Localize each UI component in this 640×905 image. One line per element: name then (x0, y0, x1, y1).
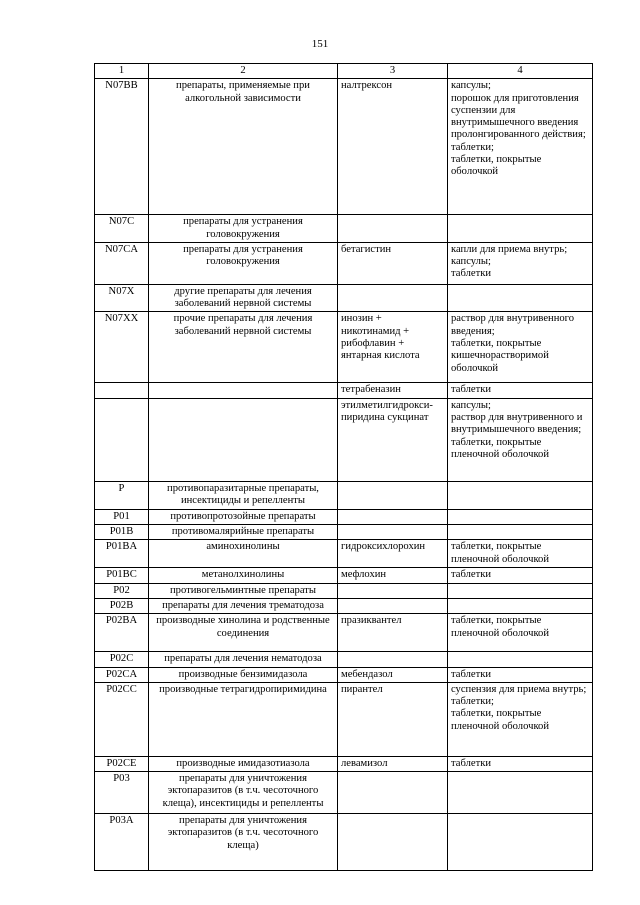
dosage-form-cell: суспензия для приема внутрь; таблетки; таблетки, покрытые пленочной оболочкой (448, 682, 593, 756)
drug-name-cell (338, 652, 448, 667)
drug-name-cell (338, 284, 448, 312)
group-name-cell (149, 383, 338, 398)
atc-code-cell: N07X (95, 284, 149, 312)
atc-code-cell (95, 398, 149, 481)
dosage-form-cell (448, 509, 593, 524)
atc-code-cell: P01 (95, 509, 149, 524)
drug-name-cell (338, 525, 448, 540)
drug-name-cell: бетагистин (338, 242, 448, 284)
group-name-cell: метанолхинолины (149, 568, 338, 583)
table-row (95, 79, 593, 215)
dosage-form-cell (448, 284, 593, 312)
atc-code-cell: P02CE (95, 756, 149, 771)
atc-code-cell: P03A (95, 814, 149, 871)
atc-code-cell: P03 (95, 772, 149, 814)
dosage-form-cell: капсулы; раствор для внутривенного и внутримышечного введения; таблетки, покрытые пленочной оболочкой (448, 398, 593, 481)
drug-name-cell: мебендазол (338, 667, 448, 682)
table-row (95, 667, 593, 682)
atc-code-cell: P02B (95, 598, 149, 613)
atc-code-cell: P02BA (95, 614, 149, 652)
group-name-cell: противогельминтные препараты (149, 583, 338, 598)
atc-code-cell: P02C (95, 652, 149, 667)
table-row (95, 598, 593, 613)
column-header-1: 1 (95, 64, 149, 79)
table-header-row (95, 64, 593, 79)
table-row (95, 682, 593, 756)
drug-name-cell: празиквантел (338, 614, 448, 652)
atc-code-cell: N07CA (95, 242, 149, 284)
drug-name-cell (338, 598, 448, 613)
atc-code-cell (95, 383, 149, 398)
drug-classification-table (94, 63, 593, 871)
group-name-cell: аминохинолины (149, 540, 338, 568)
group-name-cell: производные бензимидазола (149, 667, 338, 682)
dosage-form-cell (448, 772, 593, 814)
group-name-cell: препараты для лечения трематодоза (149, 598, 338, 613)
drug-name-cell: левамизол (338, 756, 448, 771)
drug-name-cell: мефлохин (338, 568, 448, 583)
group-name-cell: противомалярийные препараты (149, 525, 338, 540)
drug-name-cell (338, 215, 448, 243)
dosage-form-cell: таблетки, покрытые пленочной оболочкой (448, 614, 593, 652)
group-name-cell: препараты для лечения нематодоза (149, 652, 338, 667)
table-row (95, 481, 593, 509)
table-row (95, 525, 593, 540)
dosage-form-cell: таблетки (448, 756, 593, 771)
group-name-cell: препараты для уничтожения эктопаразитов (в т.ч. чесоточного клеща) (149, 814, 338, 871)
group-name-cell: противопротозойные препараты (149, 509, 338, 524)
dosage-form-cell: таблетки (448, 568, 593, 583)
table-row (95, 215, 593, 243)
dosage-form-cell (448, 481, 593, 509)
atc-code-cell: P (95, 481, 149, 509)
drug-name-cell (338, 814, 448, 871)
group-name-cell: препараты для устранения головокружения (149, 242, 338, 284)
table-row (95, 284, 593, 312)
group-name-cell: противопаразитарные препараты, инсектициды и репелленты (149, 481, 338, 509)
drug-name-cell (338, 481, 448, 509)
drug-name-cell: этилметилгидрокси- пиридина сукцинат (338, 398, 448, 481)
table-row (95, 540, 593, 568)
atc-code-cell: N07C (95, 215, 149, 243)
table-row (95, 568, 593, 583)
table-row (95, 772, 593, 814)
table-row (95, 398, 593, 481)
table-row (95, 814, 593, 871)
group-name-cell: производные тетрагидропиримидина (149, 682, 338, 756)
drug-name-cell (338, 772, 448, 814)
group-name-cell: препараты, применяемые при алкогольной зависимости (149, 79, 338, 215)
atc-code-cell: P02CA (95, 667, 149, 682)
table-row (95, 756, 593, 771)
dosage-form-cell: капли для приема внутрь; капсулы; таблетки (448, 242, 593, 284)
group-name-cell (149, 398, 338, 481)
dosage-form-cell: таблетки, покрытые пленочной оболочкой (448, 540, 593, 568)
drug-name-cell (338, 509, 448, 524)
group-name-cell: препараты для уничтожения эктопаразитов (в т.ч. чесоточного клеща), инсектициды и репелленты (149, 772, 338, 814)
drug-name-cell: гидроксихлорохин (338, 540, 448, 568)
drug-name-cell (338, 583, 448, 598)
dosage-form-cell: таблетки (448, 383, 593, 398)
atc-code-cell: N07XX (95, 312, 149, 383)
dosage-form-cell: раствор для внутривенного введения; таблетки, покрытые кишечнорастворимой оболочкой (448, 312, 593, 383)
atc-code-cell: N07BB (95, 79, 149, 215)
table-row (95, 652, 593, 667)
group-name-cell: препараты для устранения головокружения (149, 215, 338, 243)
table-row (95, 614, 593, 652)
table-row (95, 583, 593, 598)
column-header-3: 3 (338, 64, 448, 79)
drug-name-cell: пирантел (338, 682, 448, 756)
group-name-cell: производные имидазотиазола (149, 756, 338, 771)
drug-name-cell: инозин + никотинамид + рибофлавин + янтарная кислота (338, 312, 448, 383)
group-name-cell: прочие препараты для лечения заболеваний нервной системы (149, 312, 338, 383)
atc-code-cell: P02CC (95, 682, 149, 756)
drug-name-cell: налтрексон (338, 79, 448, 215)
atc-code-cell: P01B (95, 525, 149, 540)
table-row (95, 509, 593, 524)
group-name-cell: другие препараты для лечения заболеваний нервной системы (149, 284, 338, 312)
dosage-form-cell: капсулы; порошок для приготовления суспензии для внутримышечного введения пролонгированного действия; таблетки; таблетки, покрытые оболочкой (448, 79, 593, 215)
column-header-4: 4 (448, 64, 593, 79)
dosage-form-cell (448, 583, 593, 598)
page-number: 151 (311, 38, 329, 50)
dosage-form-cell: таблетки (448, 667, 593, 682)
dosage-form-cell (448, 814, 593, 871)
table-row (95, 242, 593, 284)
dosage-form-cell (448, 525, 593, 540)
group-name-cell: производные хинолина и родственные соединения (149, 614, 338, 652)
column-header-2: 2 (149, 64, 338, 79)
atc-code-cell: P02 (95, 583, 149, 598)
table-row (95, 383, 593, 398)
atc-code-cell: P01BC (95, 568, 149, 583)
dosage-form-cell (448, 652, 593, 667)
drug-name-cell: тетрабеназин (338, 383, 448, 398)
dosage-form-cell (448, 215, 593, 243)
dosage-form-cell (448, 598, 593, 613)
table-row (95, 312, 593, 383)
atc-code-cell: P01BA (95, 540, 149, 568)
